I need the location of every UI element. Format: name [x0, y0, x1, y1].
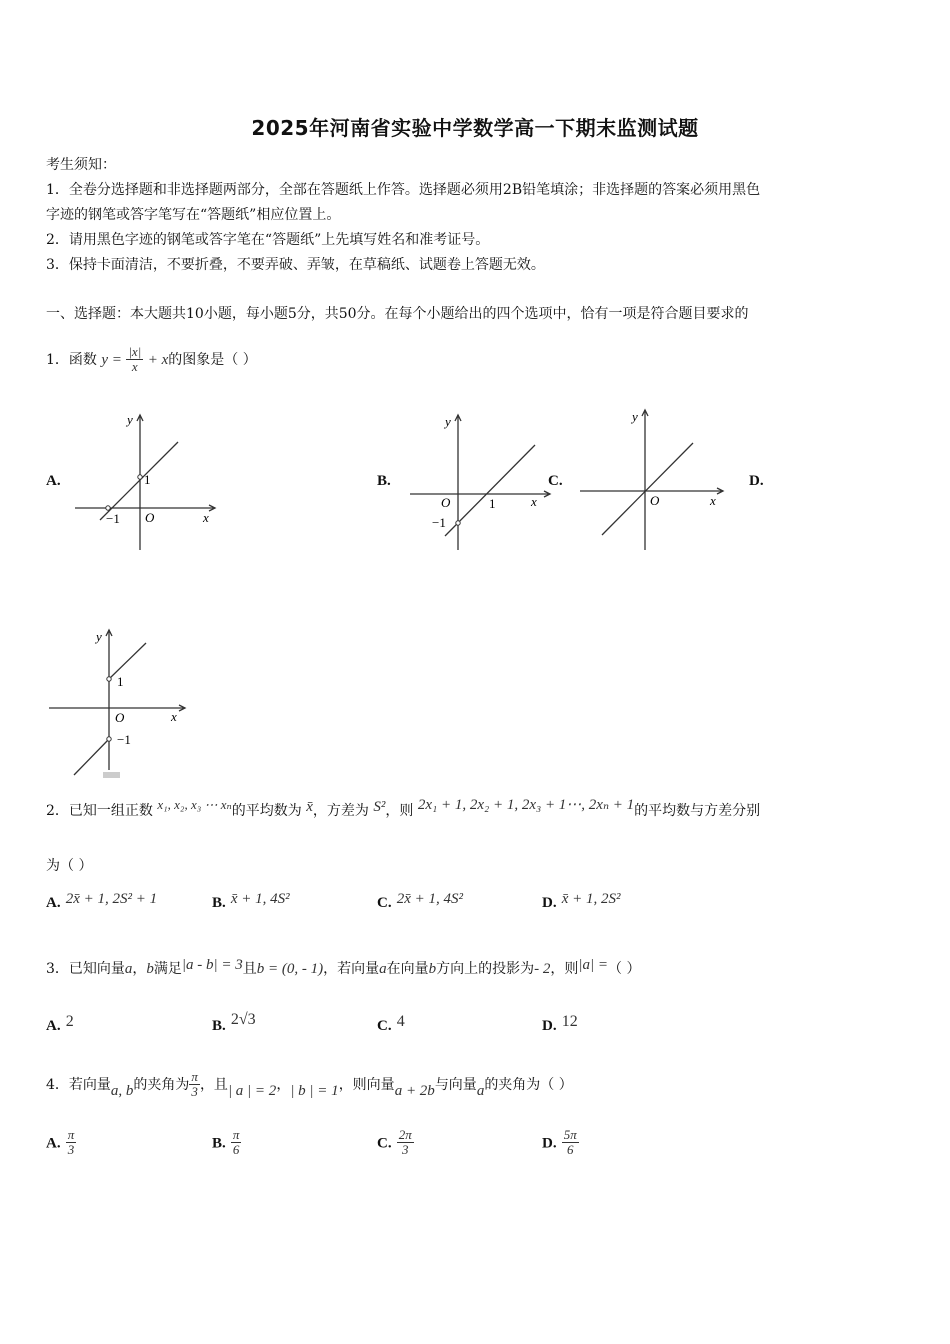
section-heading: 一、选择题：本大题共10小题，每小题5分，共50分。在每个小题给出的四个选项中，恰有一项是符合题目要求的: [46, 306, 749, 322]
formula: y =: [101, 351, 122, 368]
formula: 2x₁ + 1, 2x₂ + 1, 2x₃ + 1⋯, 2xₙ + 1: [417, 797, 635, 813]
question-text: 在向量: [386, 961, 429, 977]
question-text: 的平均数与方差分别: [634, 803, 761, 819]
option-d: D. x̄ + 1, 2S²: [542, 891, 621, 911]
option-label-c: C.: [548, 473, 563, 489]
open-point-icon: [107, 677, 111, 681]
tick-label: 1: [489, 496, 496, 511]
origin-label: O: [441, 495, 451, 510]
option-c: C. 2x̄ + 1, 4S²: [377, 891, 463, 911]
scan-mark: [103, 772, 120, 778]
notice-line-1b: 字迹的钢笔或答字笔写在“答题纸”相应位置上。: [46, 207, 341, 223]
origin-label: O: [650, 493, 660, 508]
open-point-icon: [106, 506, 110, 510]
graph-a: [70, 410, 230, 555]
option-b: B. x̄ + 1, 4S²: [212, 891, 290, 911]
formula: a: [476, 1082, 485, 1099]
question-text: （ ）: [608, 961, 641, 977]
formula: a + 2b: [394, 1082, 435, 1099]
open-point-icon: [138, 475, 142, 479]
formula: - 2: [534, 961, 551, 977]
axis-label-x: x: [531, 494, 537, 509]
option-c: C. $\frac{2\pi}{3}$: [377, 1127, 412, 1158]
formula-fraction: $\frac{\pi}{3}$: [191, 1069, 198, 1100]
notice-line-1a: 1．全卷分选择题和非选择题两部分，全部在答题纸上作答。选择题必须用2B铅笔填涂；非选择题的答案必须用黑色: [46, 182, 761, 198]
formula: |a| =: [578, 957, 609, 973]
formula: x̄: [306, 799, 313, 815]
option-b: B. 2√3: [212, 1011, 256, 1034]
question-text: 函数: [68, 351, 97, 368]
question-3: 3．已知向量a，b满足|a - b| = 3且b = (0, - 1)，若向量a在向量b方向上的投影为- 2，则|a| =（ ）: [46, 957, 641, 977]
formula: + x: [147, 351, 169, 368]
notice-line-3: 3．保持卡面清洁，不要折叠，不要弄破、弄皱，在草稿纸、试题卷上答题无效。: [46, 257, 545, 273]
question-number: 2．: [46, 803, 69, 819]
option-d: D. 12: [542, 1013, 578, 1034]
question-text: 方向上的投影为: [436, 961, 535, 977]
question-text: 的平均数为: [231, 803, 302, 819]
option-c: C. 4: [377, 1013, 405, 1034]
graph-c: [575, 405, 735, 553]
question-number: 3．: [46, 961, 69, 977]
formula: | a | = 2: [227, 1082, 277, 1099]
axis-label-x: x: [710, 493, 716, 508]
formula-fraction: $\frac{|x|}{x}$: [128, 344, 142, 375]
origin-label: O: [145, 510, 155, 525]
notice-line-2: 2．请用黑色字迹的钢笔或答字笔在“答题纸”上先填写姓名和准考证号。: [46, 232, 490, 248]
graph-b: [405, 410, 555, 555]
question-text: 与向量: [434, 1076, 477, 1093]
formula: x₁, x₂, x₃ ⋯ xₙ: [157, 797, 232, 812]
question-text: 已知一组正数: [68, 803, 153, 819]
formula: b = (0, - 1): [256, 961, 324, 977]
option-a: A. 2: [46, 1013, 74, 1034]
page-title: 2025年河南省实验中学数学高一下期末监测试题: [251, 116, 699, 140]
option-b: B. $\frac{\pi}{6}$: [212, 1127, 240, 1158]
question-text: 的夹角为: [133, 1076, 190, 1093]
question-2: [46, 797, 761, 820]
question-text: ，方差为: [312, 803, 369, 819]
question-1: [46, 345, 257, 375]
graph-d: [45, 625, 195, 785]
option-a: A. $\frac{\pi}{3}$: [46, 1127, 75, 1158]
tick-label: 1: [117, 674, 124, 689]
question-text: 若向量: [68, 1076, 111, 1093]
formula: a, b: [110, 1082, 134, 1099]
open-point-icon: [107, 737, 111, 741]
tick-label: 1: [144, 472, 151, 487]
question-4: 4．若向量a, b的夹角为 $\frac{\pi}{3}$ ，且| a | = 2，| b | = 1，则向量a + 2b与向量a的夹角为（ ）: [46, 1069, 573, 1100]
tick-label: −1: [117, 732, 131, 747]
formula: S²: [373, 799, 386, 815]
question-text: ，则: [385, 803, 414, 819]
origin-label: O: [115, 710, 125, 725]
question-text: ，且: [199, 1076, 228, 1093]
option-label-d: D.: [749, 473, 764, 489]
axis-label-y: y: [632, 409, 638, 424]
axis-label-y: y: [96, 629, 102, 644]
tick-label: −1: [432, 515, 446, 530]
question-text: 的夹角为（ ）: [484, 1076, 573, 1093]
question-number: 1．: [46, 351, 69, 368]
option-a: A. 2x̄ + 1, 2S² + 1: [46, 891, 158, 911]
question-text: 且: [242, 961, 257, 977]
axis-label-x: x: [171, 709, 177, 724]
question-text: 的图象是（ ）: [168, 351, 257, 368]
question-text: 已知向量: [68, 961, 125, 977]
question-number: 4．: [46, 1076, 69, 1093]
formula: |a - b| = 3: [181, 957, 243, 973]
option-d: D. $\frac{5\pi}{6}$: [542, 1127, 577, 1158]
question-text: ，则: [550, 961, 579, 977]
question-text: ，则向量: [338, 1076, 395, 1093]
formula: | b | = 1: [290, 1082, 339, 1099]
question-2-cont: 为（ ）: [46, 858, 93, 874]
tick-label: −1: [106, 511, 120, 526]
option-label-a: A.: [46, 473, 61, 489]
axis-label-y: y: [445, 414, 451, 429]
question-text: ，若向量: [323, 961, 380, 977]
option-label-b: B.: [377, 473, 391, 489]
notice-heading: 考生须知：: [46, 157, 116, 173]
axis-label-y: y: [127, 412, 133, 427]
axis-label-x: x: [203, 510, 209, 525]
question-text: 满足: [153, 961, 182, 977]
open-point-icon: [456, 521, 460, 525]
